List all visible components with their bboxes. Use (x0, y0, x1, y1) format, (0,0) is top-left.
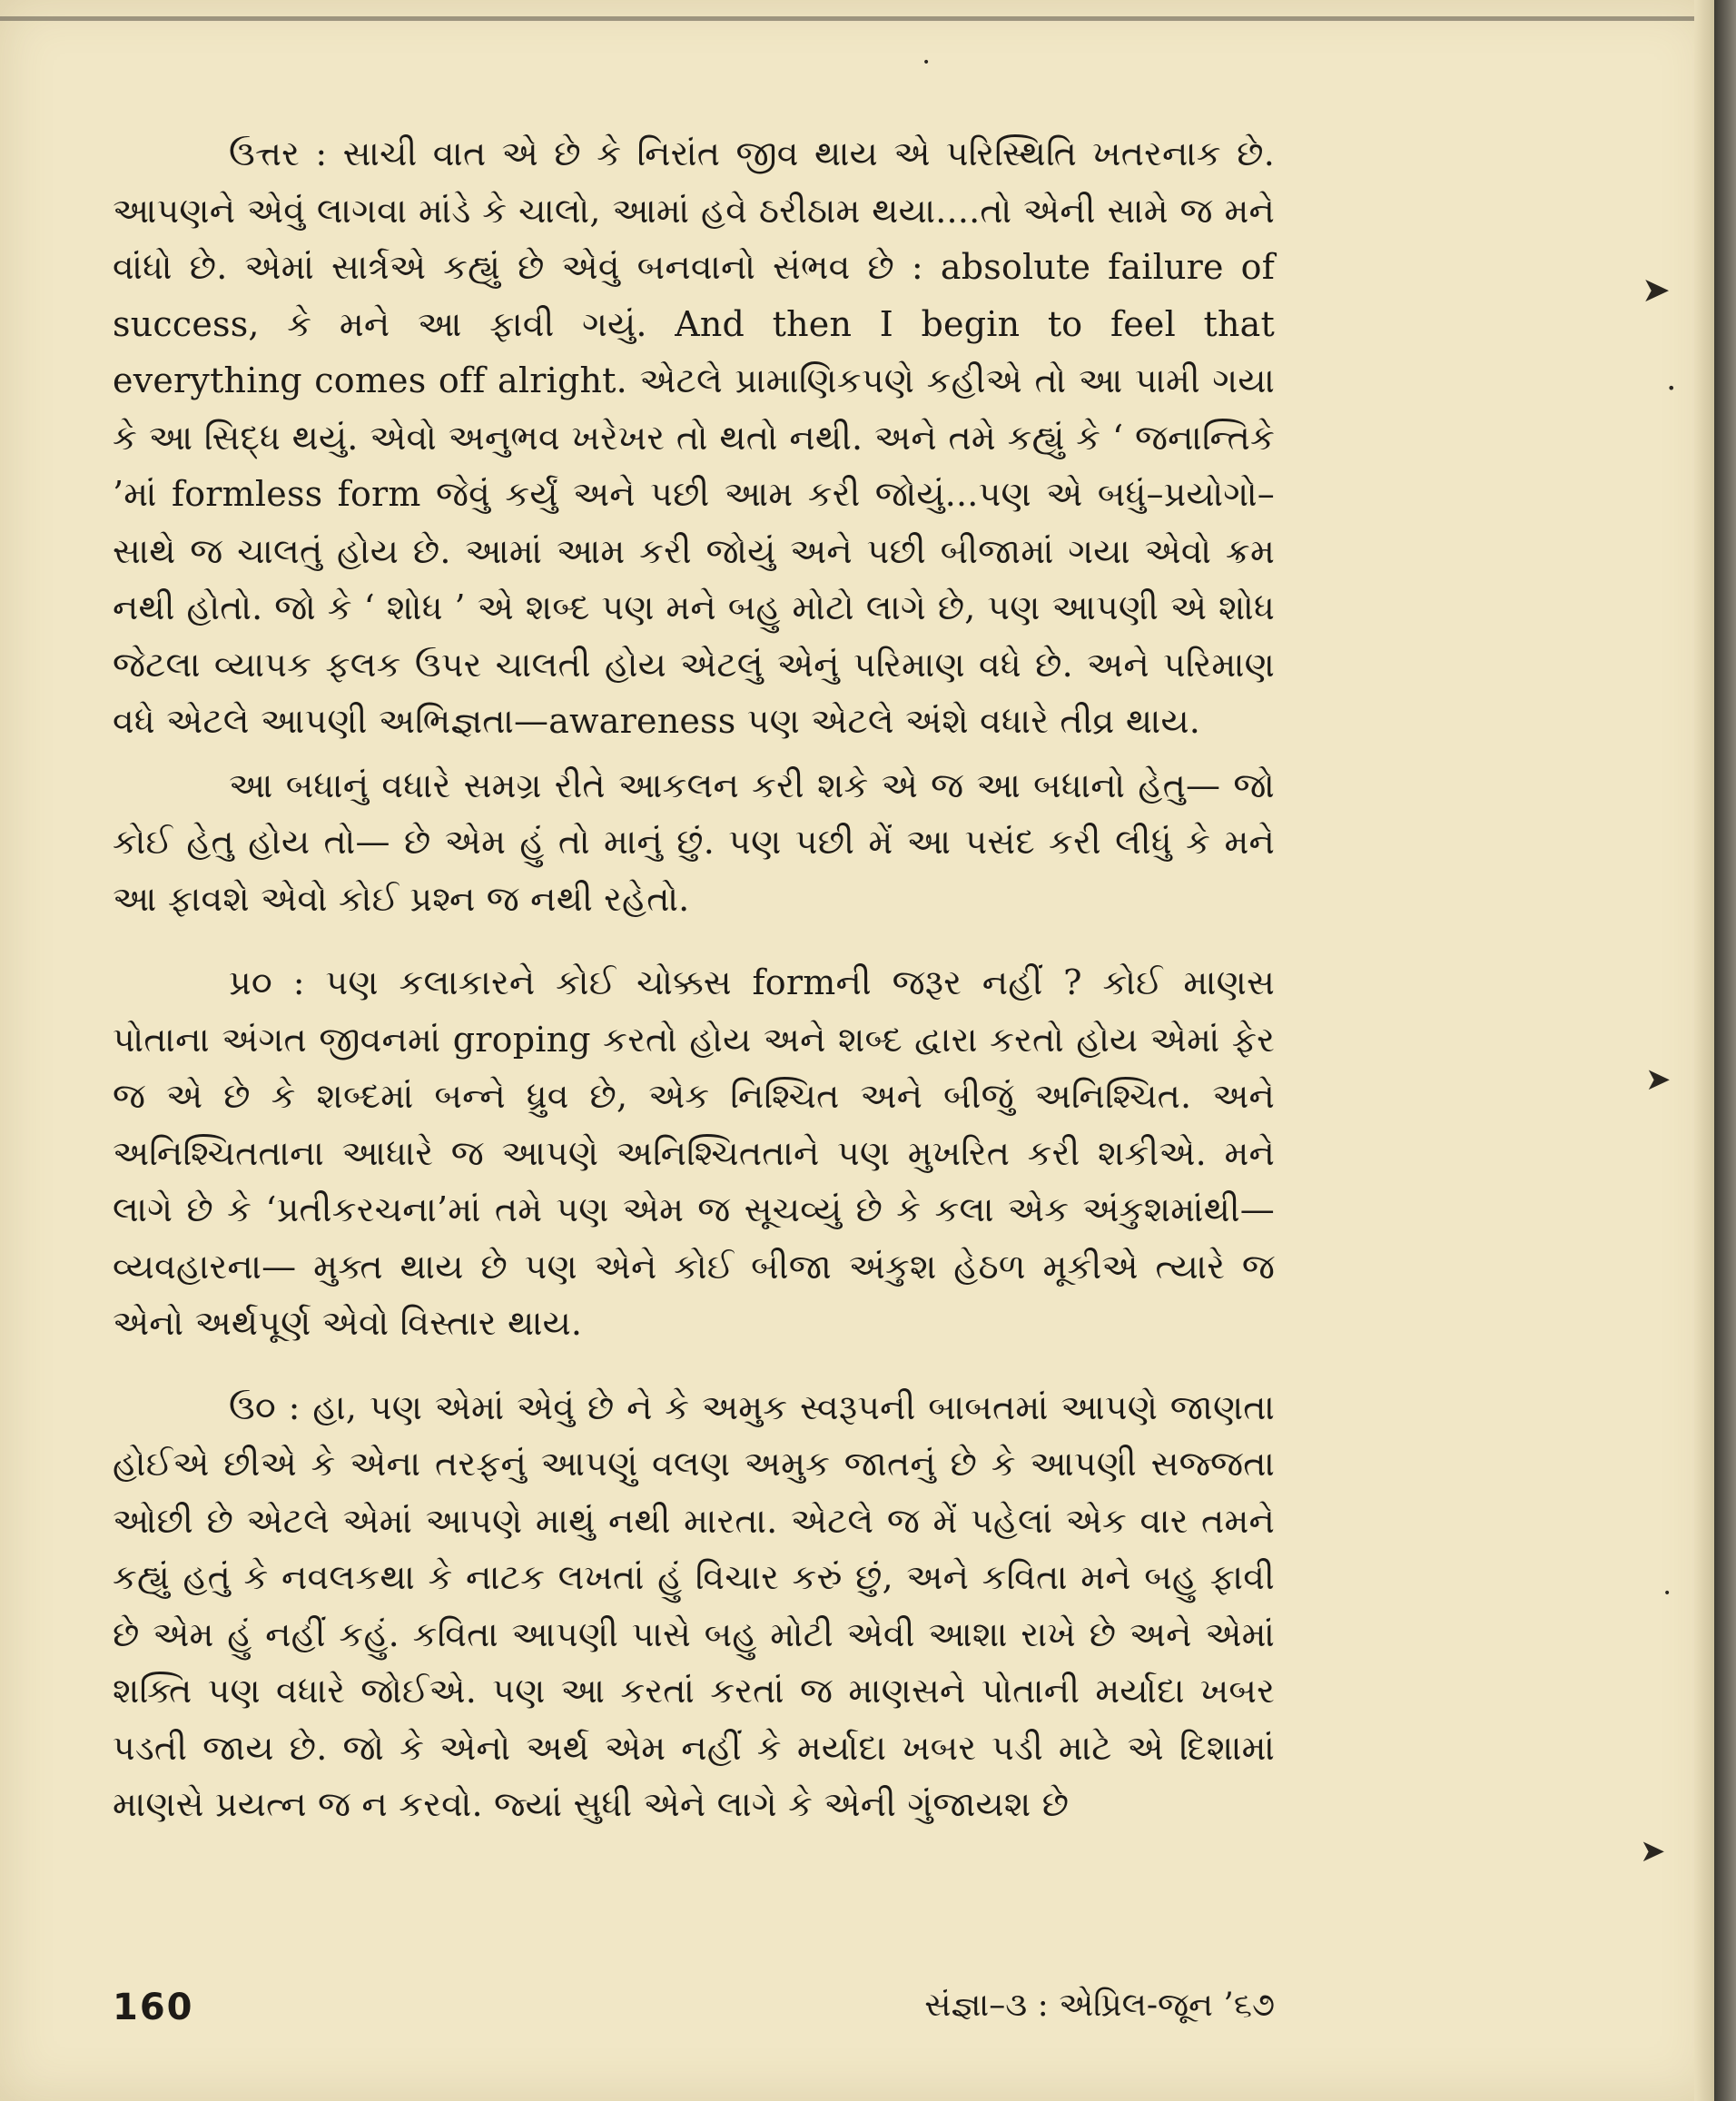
page-footer (113, 1987, 1275, 2041)
page-fold-shadow (1694, 0, 1714, 2101)
ink-speck: ➤ (1640, 1833, 1666, 1869)
article-body (113, 125, 1275, 1833)
ink-speck: • (1667, 380, 1676, 397)
ink-speck: ➤ (1645, 1061, 1672, 1098)
question-paragraph: પ્ર૦ : પણ કલાકારને કોઈ ચોક્કસ formની જરૂર નહીં ? કોઈ માણસ પોતાના અંગત જીવનમાં groping કરતો હોય અને શબ્દ દ્વારા કરતો હોય એમાં ફેર જ એ છે કે શબ્દમાં બન્ને ધ્રુવ છે, એક નિશ્ચિત અને બીજું અનિશ્ચિત. અને અનિશ્ચિતતાના આધારે જ આપણે અનિશ્ચિતતાને પણ મુખરિત કરી શકીએ. મને લાગે છે કે ‘પ્રતીકરચના’માં તમે પણ એમ જ સૂચવ્યું છે કે કલા એક અંકુશમાંથી— વ્યવહારના— મુક્ત થાય છે પણ એને કોઈ બીજા અંકુશ હેઠળ મૂકીએ ત્યારે જ એનો અર્થપૂર્ણ એવો વિસ્તાર થાય. (113, 962, 1275, 1343)
journal-issue: સંજ્ઞા–૩ : એપ્રિલ-જૂન ’૬૭ (924, 1987, 1275, 2024)
book-binding-edge (1714, 0, 1736, 2101)
ink-speck: • (1663, 1586, 1672, 1601)
answer-paragraph-2: આ બધાનું વધારે સમગ્ર રીતે આકલન કરી શકે એ જ આ બધાનો હેતુ— જો કોઈ હેતુ હોય તો— છે એમ હું તો માનું છું. પણ પછી મેં આ પસંદ કરી લીધું કે મને આ ફાવશે એવો કોઈ પ્રશ્ન જ નથી રહેતો. (113, 764, 1275, 919)
answer-paragraph-3: ઉ૦ : હા, પણ એમાં એવું છે ને કે અમુક સ્વરૂપની બાબતમાં આપણે જાણતા હોઈએ છીએ કે એના તરફનું આપણું વલણ અમુક જાતનું છે કે આપણી સજ્જતા ઓછી છે એટલે એમાં આપણે માથું નથી મારતા. એટલે જ મેં પહેલાં એક વાર તમને કહ્યું હતું કે નવલકથા કે નાટક લખતાં હું વિચાર કરું છું, અને કવિતા મને બહુ ફાવી છે એમ હું નહીં કહું. કવિતા આપણી પાસે બહુ મોટી એવી આશા રાખે છે અને એમાં શક્તિ પણ વધારે જોઈએ. પણ આ કરતાં કરતાં જ માણસને પોતાની મર્યાદા ખબર પડતી જાય છે. જો કે એનો અર્થ એમ નહીં કે મર્યાદા ખબર પડી માટે એ દિશામાં માણસે પ્રયત્ન જ ન કરવો. જ્યાં સુધી એને લાગે કે એની ગુંજાયશ છે (113, 1386, 1275, 1824)
ink-speck: • (922, 55, 931, 70)
ink-speck: ➤ (1642, 270, 1671, 310)
top-edge-rule (0, 16, 1714, 21)
page-number: 160 (113, 1987, 194, 2028)
answer-paragraph-1: ઉત્તર : સાચી વાત એ છે કે નિરાંત જીવ થાય એ પરિસ્થિતિ ખતરનાક છે. આપણને એવું લાગવા માંડે કે ચાલો, આમાં હવે ઠરીઠામ થયા....તો એની સામે જ મને વાંધો છે. એમાં સાર્ત્રએ કહ્યું છે એવું બનવાનો સંભવ છે : absolute failure of success, કે મને આ ફાવી ગયું. And then I begin to feel that everything comes off alright. એટલે પ્રામાણિકપણે કહીએ તો આ પામી ગયા કે આ સિદ્ધ થયું. એવો અનુભવ ખરેખર તો થતો નથી. અને તમે કહ્યું કે ‘ જનાન્તિકે ’માં formless form જેવું કર્યું અને પછી આમ કરી જોયું...પણ એ બધું–પ્રયોગો–સાથે જ ચાલતું હોય છે. આમાં આમ કરી જોયું અને પછી બીજામાં ગયા એવો ક્રમ નથી હોતો. જો કે ‘ શોધ ’ એ શબ્દ પણ મને બહુ મોટો લાગે છે, પણ આપણી એ શોધ જેટલા વ્યાપક ફલક ઉપર ચાલતી હોય એટલું એનું પરિમાણ વધે છે. અને પરિમાણ વધે એટલે આપણી અભિજ્ઞતા—awareness પણ એટલે અંશે વધારે તીવ્ર થાય. (113, 133, 1275, 741)
